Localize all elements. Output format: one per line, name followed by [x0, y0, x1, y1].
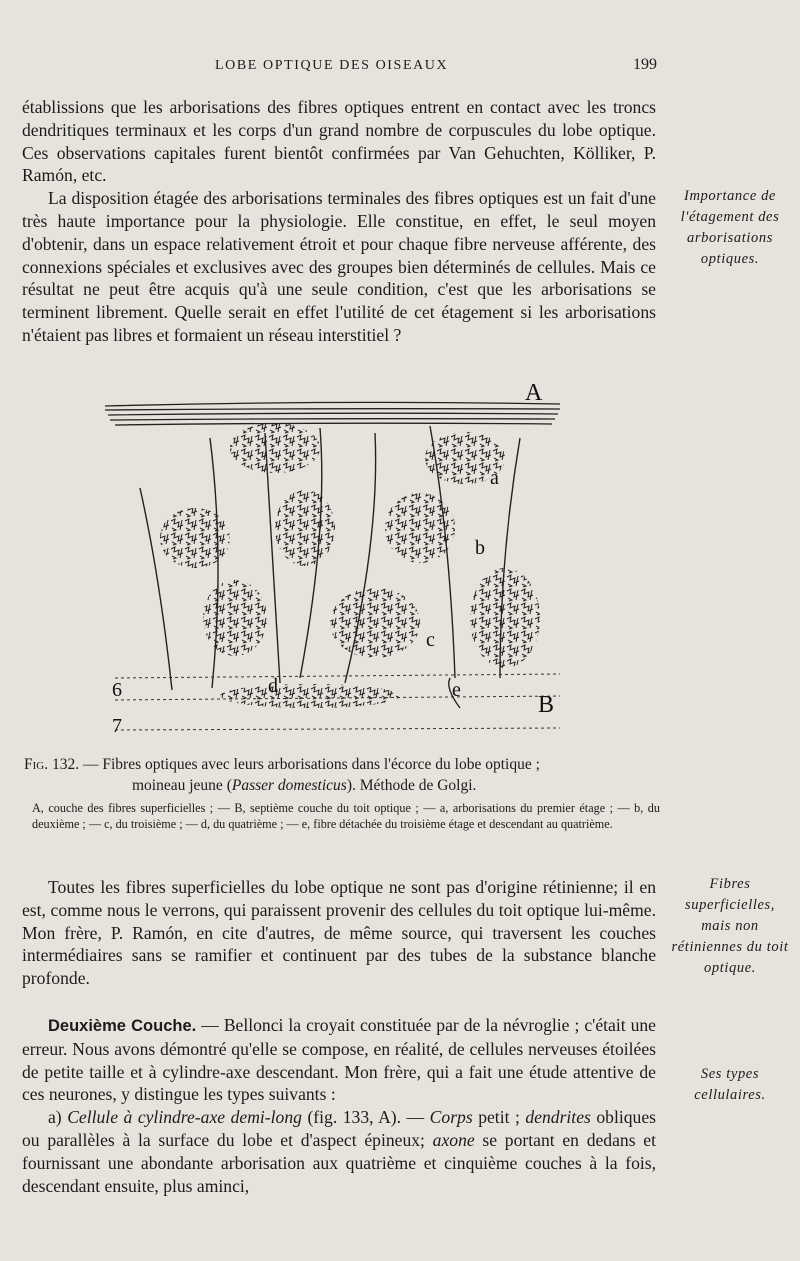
- paragraph-5-text-1: petit ;: [472, 1107, 526, 1128]
- term-dendrites: dendrites: [525, 1107, 591, 1128]
- section-heading: Deuxième Couche.: [48, 1017, 197, 1035]
- paragraph-3: Toutes les fibres superficielles du lobe optique ne sont pas d'origine rétinienne; il en est, comme nous le verrons, qui paraissent provenir des cellules du toit optique lui-même. Mon frère, P. Ramón, en cite d'autres, de même source, qui traversent les couches intermédiaires sans se ramifier et continuent par des tubes de la substance blanche profonde.: [22, 877, 656, 989]
- paragraph-2: La disposition étagée des arborisations terminales des fibres optiques est un fait d'une très haute importance pour la physiologie. Elle constitue, en effet, le seul moyen d'obtenir, dans un espace relativement étroit et pour chaque fibre nerveuse afférente, des connexions spéciales et exclusives avec des groupes bien déterminés de cellules. Mais ce résultat ne peut être acquis qu'à une seule condition, c'est que les arborisations se terminent librement. Quelle serait en effet l'utilité de cet étagement si les arborisations n'étaient pas libres et formaient un réseau interstitiel ?: [22, 188, 656, 345]
- caption-species: Passer domesticus: [231, 777, 347, 794]
- figure-reference: (fig. 133, A). —: [301, 1107, 430, 1128]
- figure-number: Fig. 132.: [24, 756, 80, 773]
- caption-line-1: — Fibres optiques avec leurs arborisations dans l'écorce du lobe optique ;: [82, 756, 540, 773]
- figure-132-optic-fibres: [100, 378, 570, 740]
- figure-caption: [24, 754, 660, 796]
- margin-note-importance: Importance de l'étagement des arborisations optiques.: [680, 188, 780, 267]
- arborisations: [160, 423, 540, 708]
- label-c: c: [426, 629, 435, 651]
- running-title: LOBE OPTIQUE DES OISEAUX: [215, 58, 449, 73]
- caption-line-2-post: ). Méthode de Golgi.: [346, 777, 477, 794]
- text-block-top: [22, 96, 656, 347]
- paragraph-5-text-2: obliques ou parallèles à la surface du lobe et d'aspect épineux;: [22, 1107, 656, 1150]
- label-6: 6: [112, 679, 122, 701]
- label-B: B: [538, 692, 555, 718]
- paragraph-5-text-3: se portant en dedans et fournissant une abondante arborisation aux quatrième et cinquième couches à la fois, descendant ensuite, plus aminci,: [22, 1129, 656, 1196]
- text-block-middle: [22, 876, 656, 990]
- label-b: b: [475, 537, 485, 559]
- list-marker: a): [48, 1107, 62, 1128]
- text-block-bottom: [22, 1014, 656, 1197]
- label-A: A: [525, 380, 543, 406]
- label-7: 7: [112, 715, 122, 737]
- page-number: 199: [633, 56, 657, 73]
- term-axone: axone: [432, 1129, 475, 1150]
- figure-legend: A, couche des fibres superficielles ; — B, septième couche du toit optique ; — a, arborisations du premier étage ; — b, du deuxième ; — c, du troisième ; — d, du quatrième ; — e, fibre détachée du troisième étage et descendant au quatrième.: [32, 801, 660, 831]
- paragraph-1: établissions que les arborisations des fibres optiques entrent en contact avec les troncs dendritiques terminaux et les corps d'un grand nombre de corpuscules du lobe optique. Ces observations capitales furent bientôt confirmées par Van Gehuchten, Kölliker, P. Ramón, etc.: [22, 97, 656, 186]
- paragraph-4: [22, 1014, 656, 1106]
- paragraph-5: [22, 1106, 656, 1197]
- running-header: [0, 56, 800, 80]
- term-corps: Corps: [429, 1107, 473, 1128]
- margin-note-cell-types: Ses types cellulaires.: [694, 1066, 766, 1103]
- label-e: e: [452, 679, 461, 701]
- superficial-fibre-layer: [105, 402, 560, 425]
- paragraph-4-text: — Bellonci la croyait constituée par de la névroglie ; c'était une erreur. Nous avons démontré qu'elle se compose, en réalité, de cellules nerveuses étoilées de petite taille et à cylindre-axe descendant. Mon frère, qui a fait une étude attentive de ces neurones, y distingue les types suivants :: [22, 1015, 656, 1105]
- caption-line-2-pre: moineau jeune (: [132, 777, 232, 794]
- label-a: a: [490, 467, 499, 489]
- label-d: d: [268, 675, 278, 697]
- cell-type-term: Cellule à cylindre-axe demi-long: [67, 1107, 302, 1128]
- margin-note-superficial-fibres: Fibres superficielles, mais non rétiniennes du toit optique.: [671, 876, 789, 976]
